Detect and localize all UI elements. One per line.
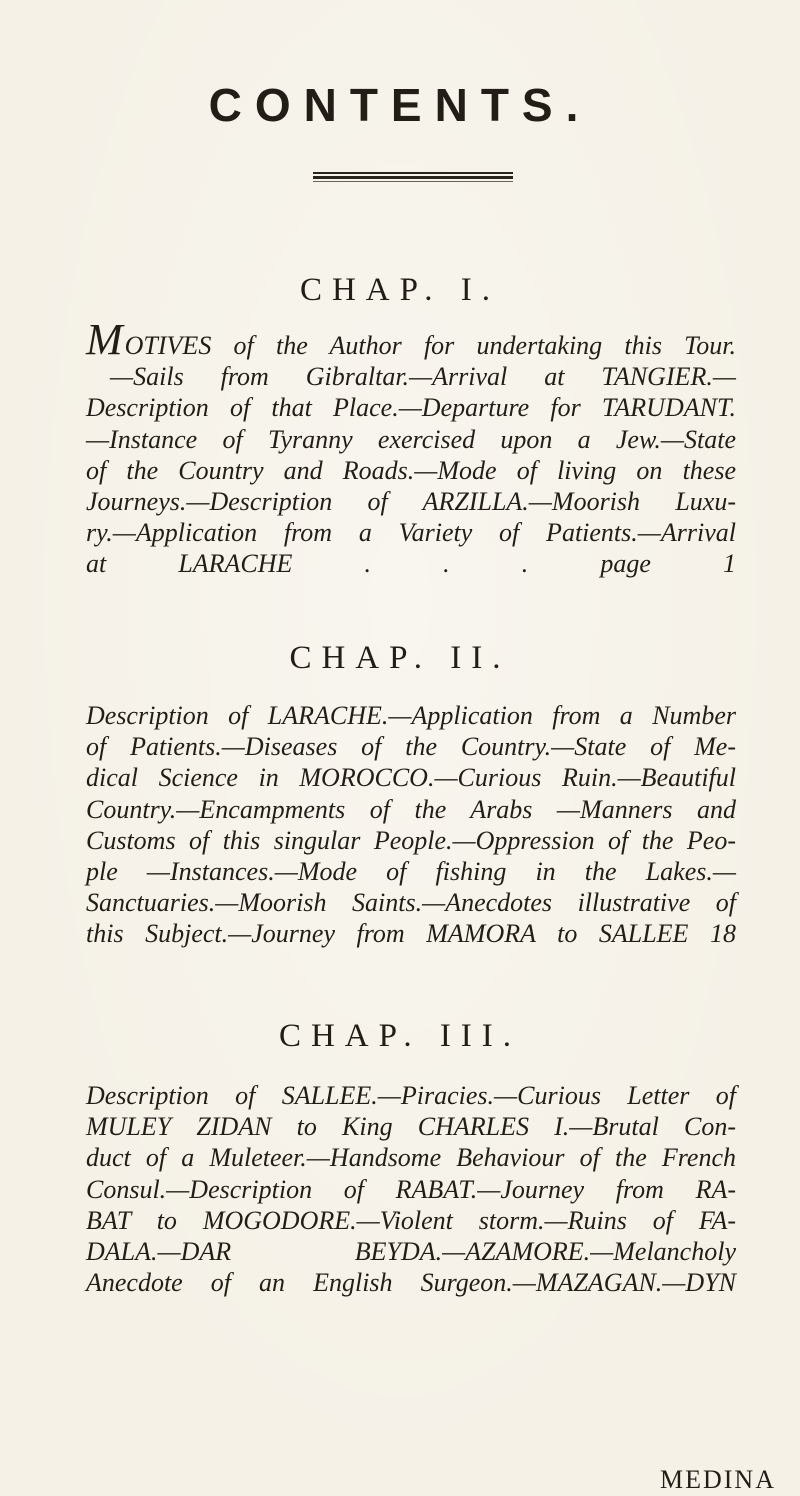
chapter-1-line-4: —Instance of Tyranny exercised upon a Jew.—State bbox=[86, 424, 736, 454]
chapter-2-line-2: of Patients.—Diseases of the Country.—State of Me- bbox=[86, 732, 736, 762]
chapter-3-line-1: Description of SALLEE.—Piracies.—Curious Letter of bbox=[86, 1081, 736, 1110]
chapter-2-line-8: this Subject.—Journey from MAMORA to SALLEE 18 bbox=[86, 919, 736, 949]
chapter-3-heading: CHAP. III. bbox=[278, 1018, 522, 1054]
page-title: CONTENTS. bbox=[208, 79, 592, 131]
chapter-2-line-4: Country.—Encampments of the Arabs —Manners and bbox=[86, 794, 736, 824]
chapter-1-line-5: of the Country and Roads.—Mode of living on these bbox=[86, 455, 736, 485]
chapter-1-heading: CHAP. I. bbox=[299, 272, 501, 308]
chapter-1-line-6: Journeys.—Description of ARZILLA.—Moorish Luxu- bbox=[86, 487, 736, 517]
chapter-2-summary bbox=[86, 700, 736, 950]
chapter-2-line-6: ple —Instances.—Mode of fishing in the Lakes.— bbox=[86, 857, 736, 887]
chapter-1-line-2: —Sails from Gibraltar.—Arrival at TANGIER.— bbox=[110, 362, 736, 392]
chapter-1-line-3: Description of that Place.—Departure for TARUDANT. bbox=[86, 393, 736, 423]
chapter-2-line-1: Description of LARACHE.—Application from a Number bbox=[86, 701, 736, 730]
chapter-3-line-3: duct of a Muleteer.—Handsome Behaviour of the French bbox=[86, 1143, 736, 1173]
chapter-3-line-5: BAT to MOGODORE.—Violent storm.—Ruins of FA- bbox=[86, 1205, 736, 1235]
chapter-2-heading: CHAP. II. bbox=[289, 640, 511, 676]
title-rule bbox=[313, 172, 513, 184]
chapter-3-summary bbox=[86, 1080, 736, 1298]
chapter-2-line-3: dical Science in MOROCCO.—Curious Ruin.—Beautiful bbox=[86, 763, 736, 793]
chapter-1-dropcap: M bbox=[86, 315, 123, 364]
chapter-3-line-4: Consul.—Description of RABAT.—Journey from RA- bbox=[86, 1174, 736, 1204]
catchword: MEDINA bbox=[660, 1465, 776, 1494]
chapter-3-line-7: Anecdote of an English Surgeon.—MAZAGAN.—DYN bbox=[86, 1268, 736, 1298]
chapter-2-line-5: Customs of this singular People.—Oppression of the Peo- bbox=[86, 825, 736, 855]
chapter-2-line-7: Sanctuaries.—Moorish Saints.—Anecdotes illustrative of bbox=[86, 888, 736, 918]
chapter-1-summary bbox=[86, 315, 736, 580]
chapter-1-line-7: ry.—Application from a Variety of Patients.—Arrival bbox=[86, 518, 736, 548]
chapter-1-line-1: MOTIVES of the Author for undertaking this Tour. bbox=[86, 315, 736, 364]
chapter-1-line-8: at LARACHE . . . page 1 bbox=[86, 549, 736, 579]
chapter-3-line-2: MULEY ZIDAN to King CHARLES I.—Brutal Con- bbox=[86, 1112, 736, 1142]
chapter-3-line-6: DALA.—DAR BEYDA.—AZAMORE.—Melancholy bbox=[86, 1237, 736, 1267]
